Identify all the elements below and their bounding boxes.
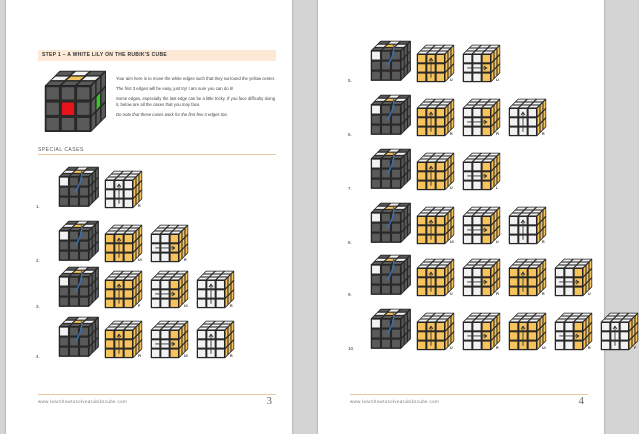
page-number: 3 bbox=[266, 395, 272, 407]
scramble-cube bbox=[370, 94, 412, 136]
scramble-cube bbox=[370, 148, 412, 190]
move-label: R bbox=[138, 204, 141, 208]
scramble-cube bbox=[58, 166, 100, 208]
case-number: 9. bbox=[348, 292, 352, 297]
move-label: U bbox=[450, 78, 453, 82]
move-label: Ui bbox=[184, 354, 188, 358]
move-label: Fi bbox=[496, 292, 500, 296]
move-label: U bbox=[450, 346, 453, 350]
move-label: U bbox=[588, 292, 591, 296]
case-number: 6. bbox=[348, 132, 352, 137]
move-label: Ui bbox=[450, 240, 454, 244]
move-label: R bbox=[230, 354, 233, 358]
move-label: R bbox=[496, 346, 499, 350]
case-number: 2. bbox=[36, 258, 40, 263]
move-label: U bbox=[496, 240, 499, 244]
scramble-cube bbox=[58, 316, 100, 358]
move-label: R bbox=[588, 346, 591, 350]
move-label: L bbox=[496, 186, 499, 190]
page-4 bbox=[318, 0, 637, 434]
case-number: 1. bbox=[36, 204, 40, 209]
intro-note: Do note that these cases work for the first few 3 edges too. bbox=[116, 112, 229, 117]
case-number: 5. bbox=[348, 78, 352, 83]
case-number: 4. bbox=[36, 354, 40, 359]
move-label: Li bbox=[496, 78, 500, 82]
move-label: Ui bbox=[184, 304, 188, 308]
intro-paragraph-1: Your aim here is to move the white edges such that they surround the yellow center. bbox=[116, 76, 276, 81]
scramble-cube bbox=[370, 202, 412, 244]
move-label: Fi bbox=[496, 132, 500, 136]
hero-cube bbox=[44, 70, 107, 133]
move-label: R bbox=[230, 304, 233, 308]
intro-paragraph-3: Some edges, especially the last edge can be a little tricky. If you face difficulty doing it, below are all the cases that you may face. bbox=[116, 96, 276, 107]
scramble-cube bbox=[370, 254, 412, 296]
intro-text bbox=[116, 76, 276, 122]
move-label: R bbox=[542, 132, 545, 136]
section-divider bbox=[38, 154, 276, 155]
footer-divider bbox=[38, 394, 276, 395]
move-label: Fi bbox=[138, 354, 142, 358]
footer-url[interactable]: www.learnhowtosolvearubikscube.com bbox=[38, 399, 128, 404]
move-label: U bbox=[450, 292, 453, 296]
scramble-cube bbox=[58, 220, 100, 262]
move-label: F bbox=[634, 346, 637, 350]
move-label: Ui bbox=[542, 346, 546, 350]
scramble-cube bbox=[370, 40, 412, 82]
page-3 bbox=[6, 0, 292, 434]
footer-url[interactable]: www.learnhowtosolvearubikscube.com bbox=[350, 399, 440, 404]
move-label: R bbox=[542, 292, 545, 296]
scramble-cube bbox=[370, 308, 412, 350]
move-label: U bbox=[450, 186, 453, 190]
footer-divider bbox=[350, 394, 588, 395]
case-number: 3. bbox=[36, 304, 40, 309]
move-label: R bbox=[450, 132, 453, 136]
move-label: F bbox=[138, 304, 141, 308]
section-label-special-cases: SPECIAL CASES bbox=[38, 147, 84, 153]
case-number: 10. bbox=[348, 346, 355, 351]
case-number: 8. bbox=[348, 240, 352, 245]
case-number: 7. bbox=[348, 186, 352, 191]
intro-paragraph-2: The first 3 edges will be easy, just try! I am sure you can do it! bbox=[116, 86, 234, 91]
move-label: R bbox=[542, 240, 545, 244]
scramble-cube bbox=[58, 266, 100, 308]
step-title: STEP 1 – A WHITE LILY ON THE RUBIK'S CUBE bbox=[38, 50, 276, 61]
page-number: 4 bbox=[578, 395, 584, 407]
move-label: Ui bbox=[138, 258, 142, 262]
move-label: R bbox=[184, 258, 187, 262]
